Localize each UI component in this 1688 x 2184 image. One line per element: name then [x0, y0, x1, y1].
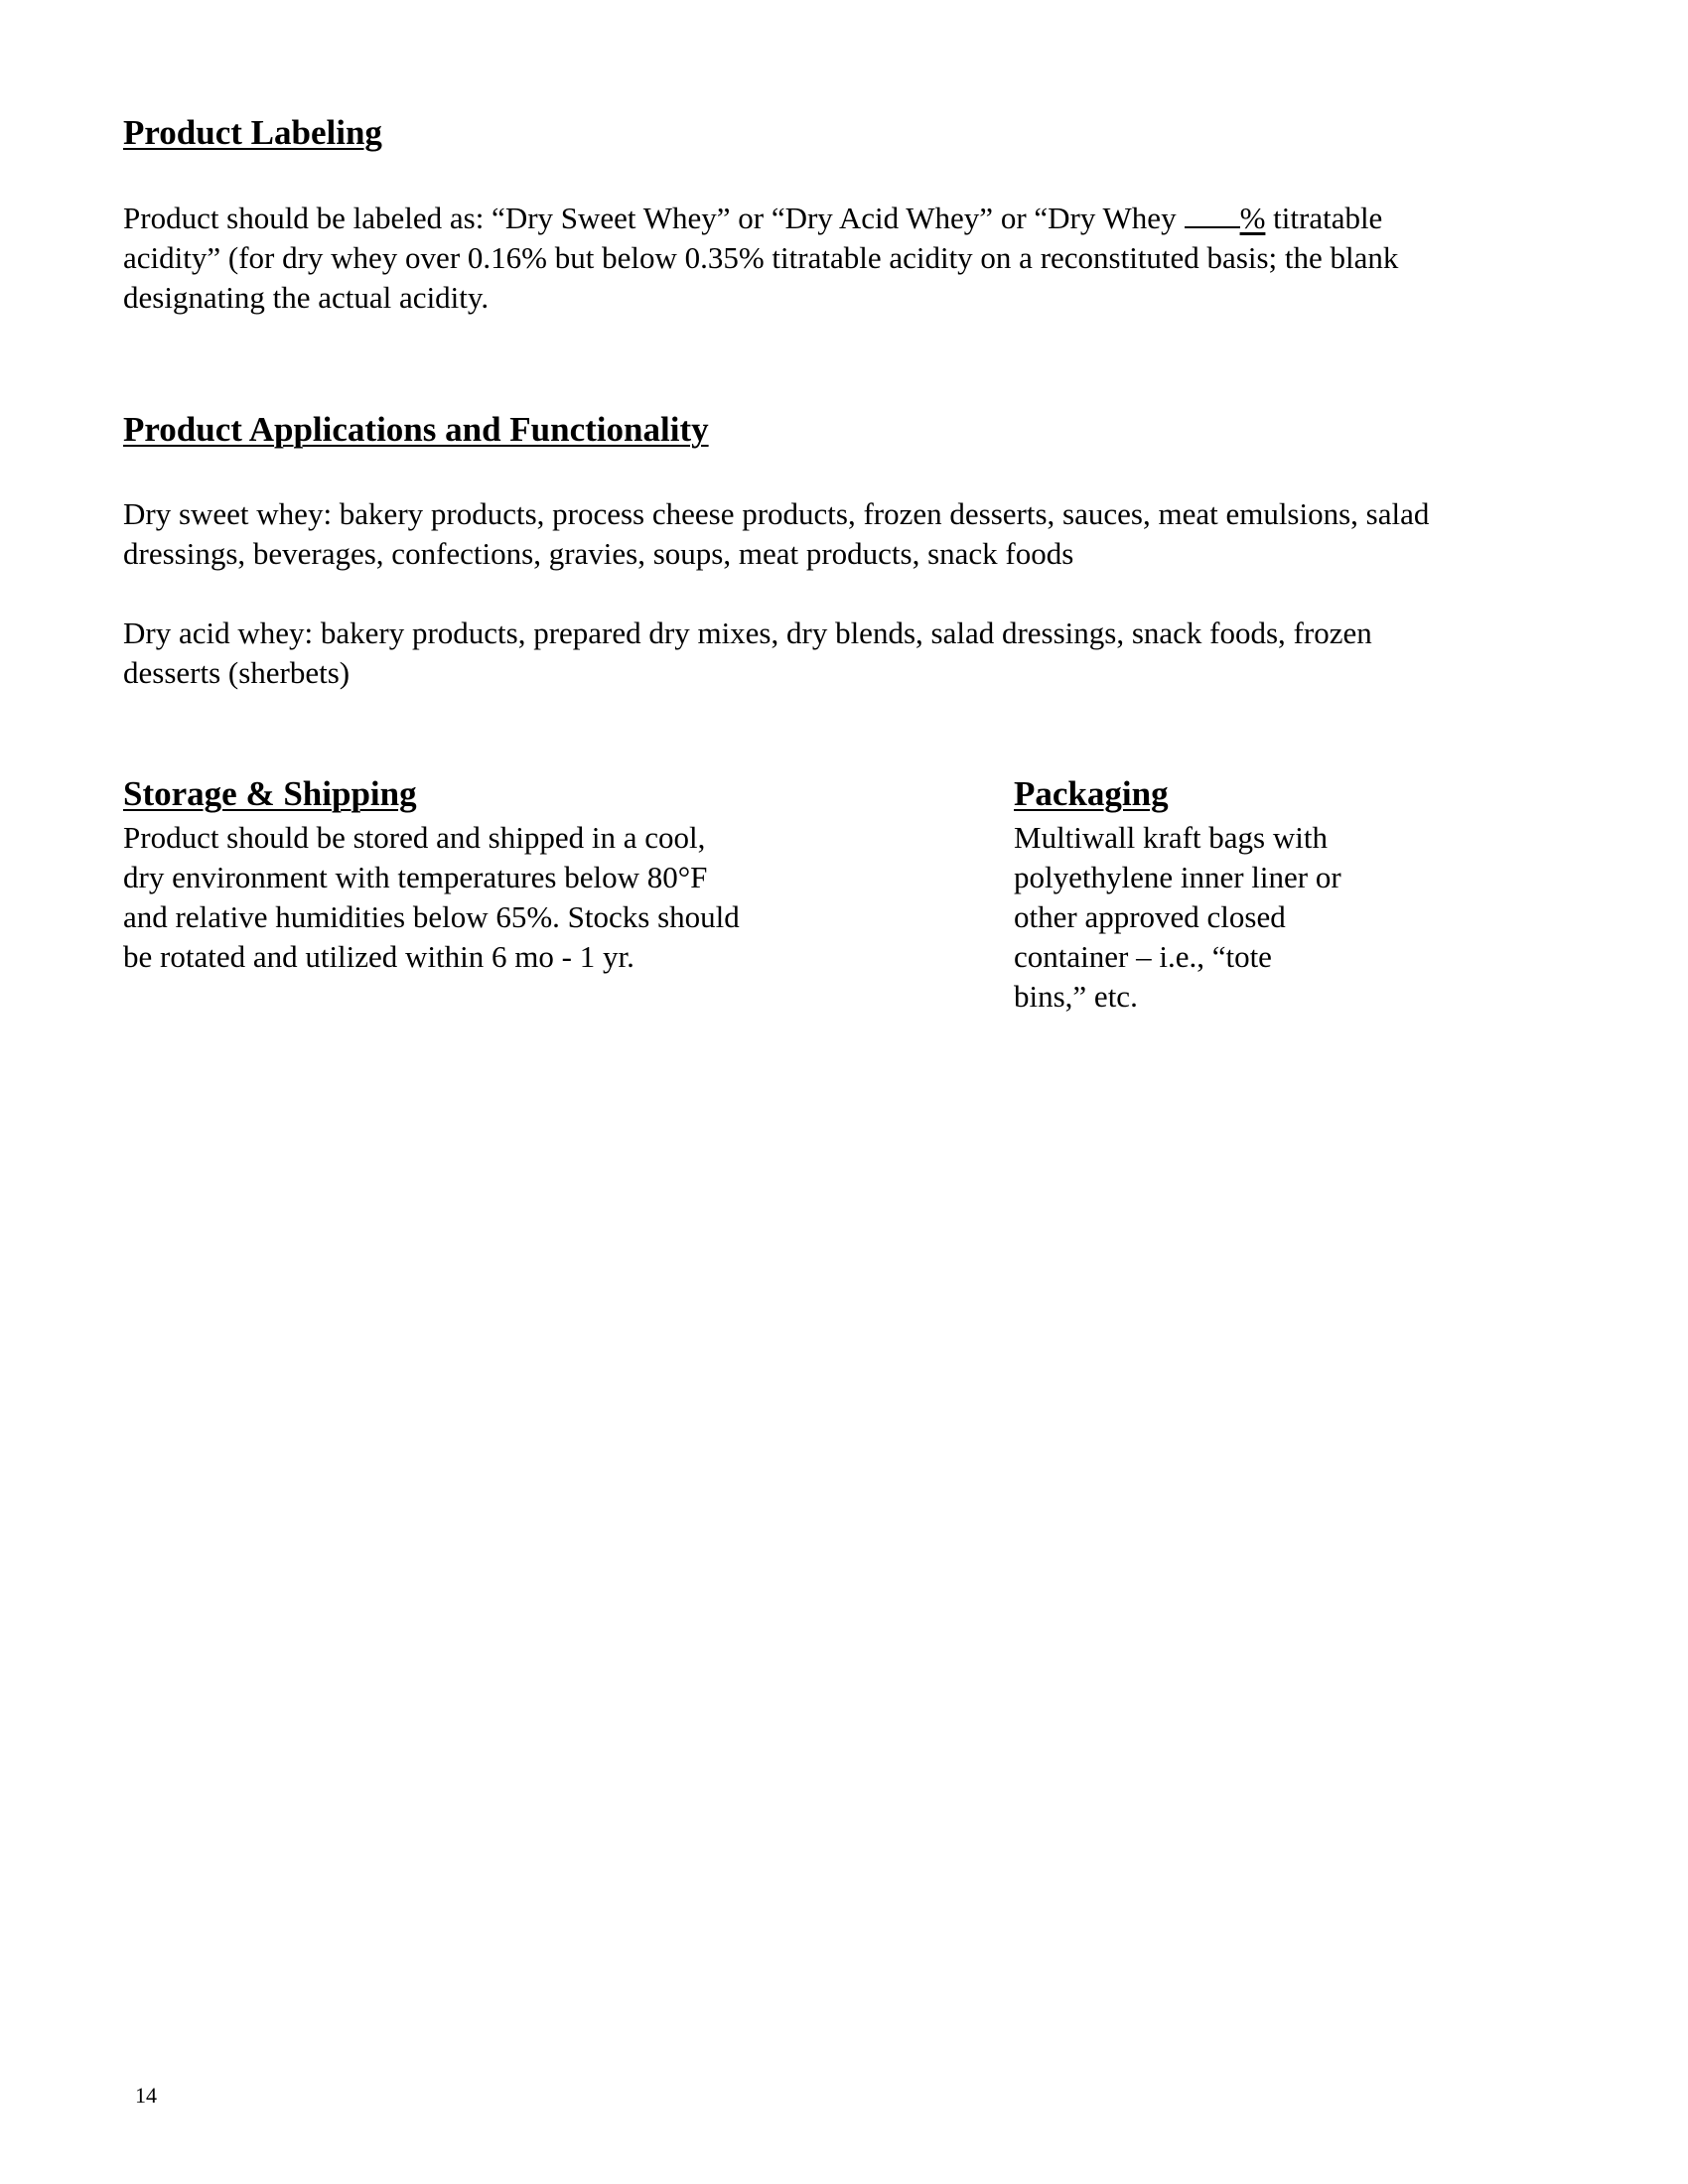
sweet-whey-line-2: dressings, beverages, confections, gravies, soups, meat products, snack foods: [123, 536, 1074, 571]
acid-whey-line-1: Dry acid whey: bakery products, prepared dry mixes, dry blends, salad dressings, snack foods, frozen: [123, 615, 1372, 650]
storage-line: be rotated and utilized within 6 mo - 1 yr.: [123, 939, 634, 974]
packaging-line: container – i.e., “tote: [1014, 939, 1272, 974]
packaging-line: bins,” etc.: [1014, 979, 1138, 1014]
storage-line: and relative humidities below 65%. Stocks should: [123, 899, 740, 934]
storage-line: Product should be stored and shipped in a cool,: [123, 820, 706, 855]
dry-acid-whey-paragraph: [123, 614, 1573, 693]
acid-whey-line-2: desserts (sherbets): [123, 655, 351, 690]
product-applications-heading: Product Applications and Functionality: [123, 410, 709, 449]
labeling-line-1-tail: titratable: [1265, 201, 1383, 235]
storage-line: dry environment with temperatures below 80°F: [123, 860, 708, 894]
labeling-line-1: [123, 199, 1573, 238]
dry-sweet-whey-paragraph: [123, 494, 1573, 574]
page-number: 14: [135, 2083, 157, 2108]
storage-shipping-heading: Storage & Shipping: [123, 774, 417, 813]
packaging-line: polyethylene inner liner or: [1014, 860, 1341, 894]
product-labeling-paragraph: [123, 199, 1573, 318]
sweet-whey-line-1: Dry sweet whey: bakery products, process cheese products, frozen desserts, sauces, meat emulsions, salad: [123, 496, 1430, 531]
labeling-line-2: acidity” (for dry whey over 0.16% but below 0.35% titratable acidity on a reconstituted basis; the blank: [123, 240, 1399, 275]
product-labeling-heading: Product Labeling: [123, 113, 382, 152]
storage-shipping-text: [123, 818, 878, 977]
acidity-percent-sign: %: [1239, 201, 1266, 235]
labeling-line-1-text: Product should be labeled as: “Dry Sweet Whey” or “Dry Acid Whey” or “Dry Whey: [123, 201, 1177, 235]
labeling-line-3: designating the actual acidity.: [123, 280, 490, 315]
acidity-blank: [1185, 203, 1240, 228]
packaging-line: other approved closed: [1014, 899, 1286, 934]
packaging-heading: Packaging: [1014, 774, 1169, 813]
packaging-line: Multiwall kraft bags with: [1014, 820, 1328, 855]
packaging-text: [1014, 818, 1570, 1017]
